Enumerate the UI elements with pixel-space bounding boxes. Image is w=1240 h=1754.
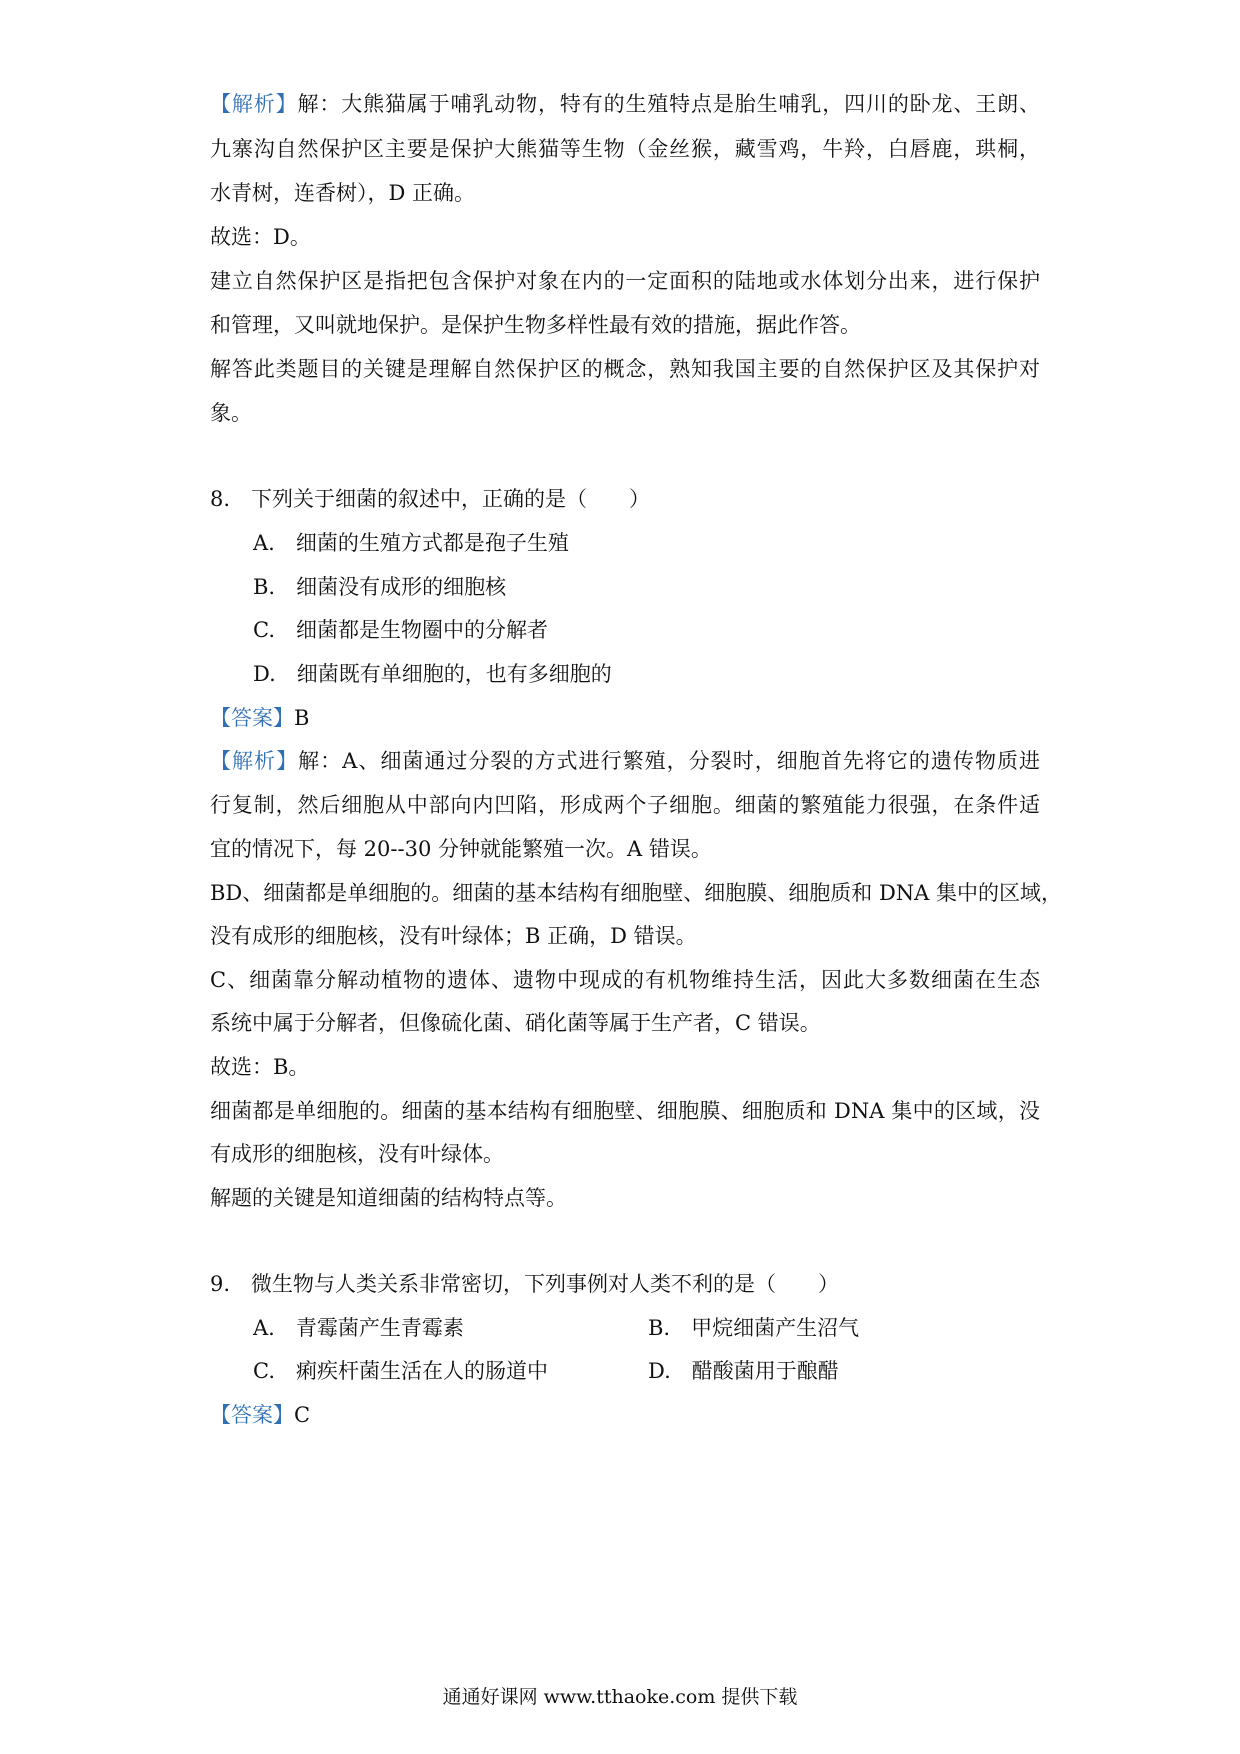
q7-note-line-2: 和管理，又叫就地保护。是保护生物多样性最有效的措施，据此作答。 <box>210 313 861 337</box>
q7-analysis-line-2: 九寨沟自然保护区主要是保护大熊猫等生物（金丝猴，藏雪鸡，牛羚，白唇鹿，珙桐， <box>210 137 1040 161</box>
q9-option-d: D. 醋酸菌用于酿醋 <box>648 1359 839 1383</box>
q9-stem: 9. 微生物与人类关系非常密切，下列事例对人类不利的是（ ） <box>210 1272 840 1296</box>
q8-option-b: B. 细菌没有成形的细胞核 <box>253 575 507 599</box>
q8-analysis-line-7: 系统中属于分解者，但像硫化菌、硝化菌等属于生产者，C 错误。 <box>210 1011 821 1035</box>
q7-analysis-line-3: 水青树，连香树），D 正确。 <box>210 181 476 205</box>
q8-choice: 故选：B。 <box>210 1055 310 1079</box>
answer-tag: 【答案】 <box>210 706 294 730</box>
q7-analysis-line-1: 【解析】解：大熊猫属于哺乳动物，特有的生殖特点是胎生哺乳，四川的卧龙、王朗、 <box>210 92 1041 116</box>
q7-choice: 故选：D。 <box>210 225 311 249</box>
q9-option-b: B. 甲烷细菌产生沼气 <box>648 1316 860 1340</box>
analysis-tag: 【解析】 <box>210 749 299 773</box>
analysis-tag: 【解析】 <box>210 92 298 116</box>
q8-analysis-line-6: C、细菌靠分解动植物的遗体、遗物中现成的有机物维持生活，因此大多数细菌在生态 <box>210 968 1040 992</box>
q9-answer-value: C <box>294 1403 311 1427</box>
q8-analysis-line-3: 宜的情况下，每 20--30 分钟就能繁殖一次。A 错误。 <box>210 837 712 861</box>
q9-answer <box>210 1400 1040 1430</box>
q8-note-line-3: 解题的关键是知道细菌的结构特点等。 <box>210 1186 567 1210</box>
page-footer: 通通好课网 www.tthaoke.com 提供下载 <box>442 1686 798 1708</box>
q7-note-line-1: 建立自然保护区是指把包含保护对象在内的一定面积的陆地或水体划分出来，进行保护 <box>210 269 1040 293</box>
q8-answer <box>210 703 1040 733</box>
q8-option-a: A. 细菌的生殖方式都是孢子生殖 <box>253 531 569 555</box>
q8-analysis-line-1: 【解析】解：A、细菌通过分裂的方式进行繁殖，分裂时，细胞首先将它的遗传物质进 <box>210 749 1040 773</box>
q8-option-c: C. 细菌都是生物圈中的分解者 <box>253 618 548 642</box>
q9-option-a: A. 青霉菌产生青霉素 <box>253 1316 464 1340</box>
q8-option-d: D. 细菌既有单细胞的，也有多细胞的 <box>253 662 612 686</box>
answer-tag: 【答案】 <box>210 1403 294 1427</box>
q7-note-line-3: 解答此类题目的关键是理解自然保护区的概念，熟知我国主要的自然保护区及其保护对 <box>210 357 1040 381</box>
q7-note-line-4: 象。 <box>210 401 252 425</box>
q8-note-line-1: 细菌都是单细胞的。细菌的基本结构有细胞壁、细胞膜、细胞质和 DNA 集中的区域，没 <box>210 1099 1040 1123</box>
q8-analysis-line-4: BD、细菌都是单细胞的。细菌的基本结构有细胞壁、细胞膜、细胞质和 DNA 集中的区域， <box>210 881 1062 905</box>
q8-note-line-2: 有成形的细胞核，没有叶绿体。 <box>210 1142 504 1166</box>
q9-option-c: C. 痢疾杆菌生活在人的肠道中 <box>253 1359 548 1383</box>
q8-stem: 8. 下列关于细菌的叙述中，正确的是（ ） <box>210 487 651 511</box>
q8-answer-value: B <box>294 706 310 730</box>
q8-analysis-line-5: 没有成形的细胞核，没有叶绿体；B 正确，D 错误。 <box>210 924 697 948</box>
q8-analysis-line-2: 行复制，然后细胞从中部向内凹陷，形成两个子细胞。细菌的繁殖能力很强，在条件适 <box>210 793 1040 817</box>
